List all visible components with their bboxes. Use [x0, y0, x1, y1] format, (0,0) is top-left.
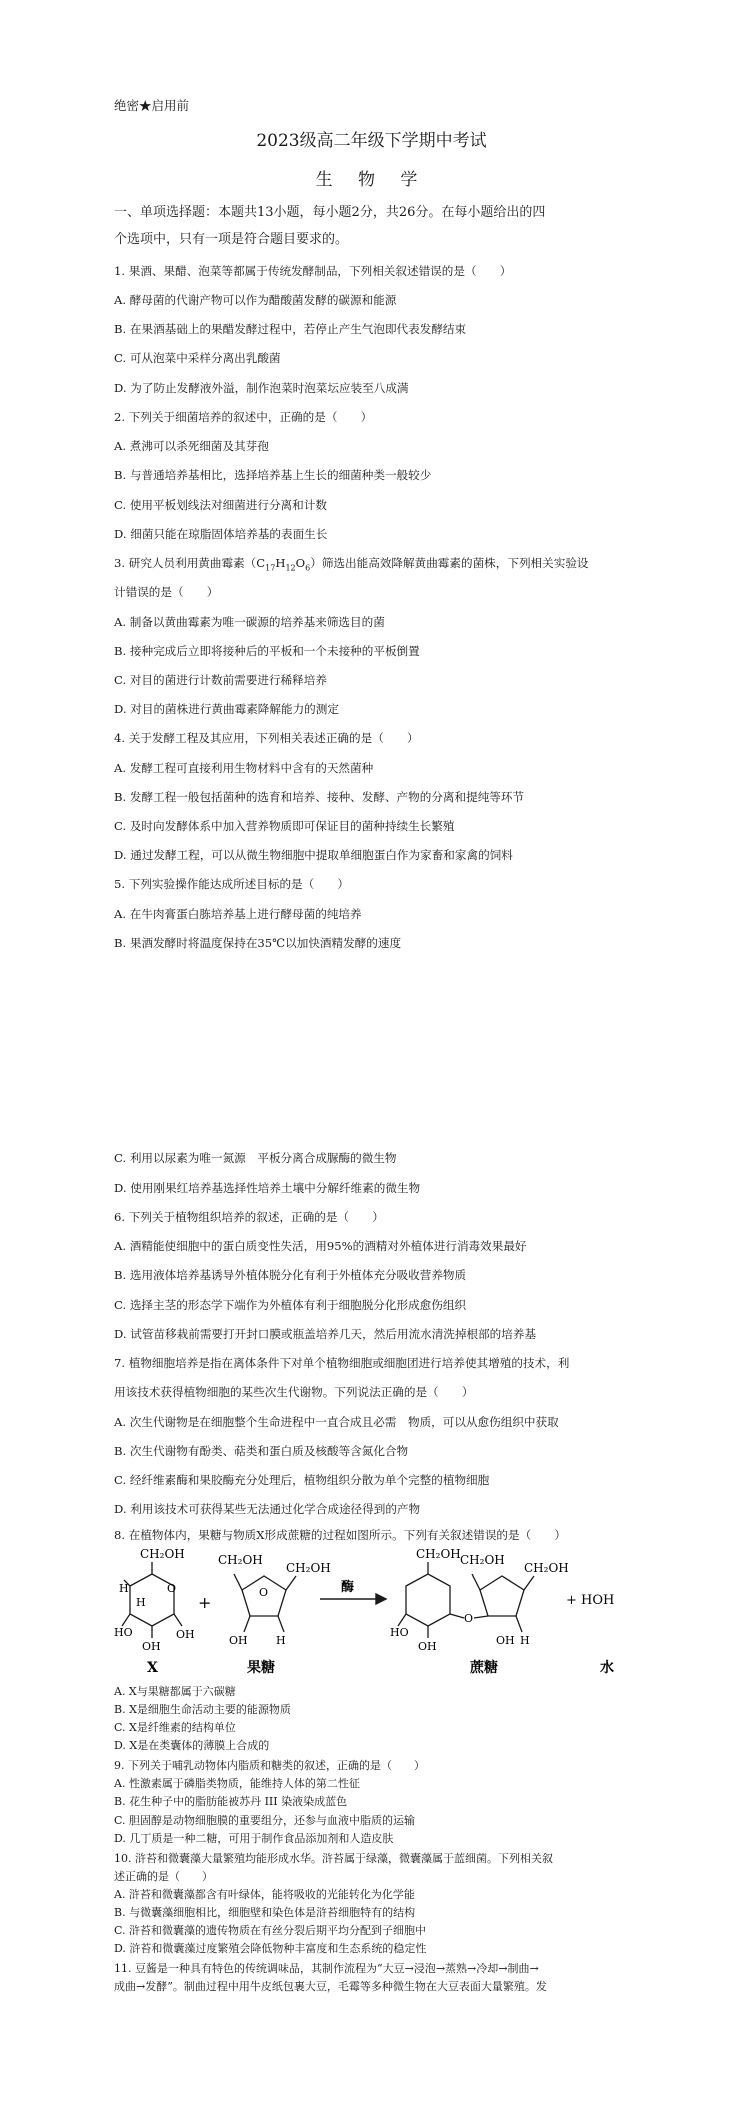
question-6-option-d: D. 试管苗移栽前需要打开封口膜或瓶盖培养几天，然后用流水清洗掉根部的培养基 [114, 1327, 537, 1341]
question-7-option-d: D. 利用该技术可获得某些无法通过化学合成途径得到的产物 [114, 1502, 421, 1516]
sucrose-h: H [520, 1634, 530, 1647]
plus-sign: + [198, 1593, 212, 1612]
question-7-option-a: A. 次生代谢物是在细胞整个生命进程中一直合成且必需 物质，可以从愈伤组织中获取 [114, 1415, 559, 1429]
question-4-option-d: D. 通过发酵工程，可以从微生物细胞中提取单细胞蛋白作为家畜和家禽的饲料 [114, 848, 513, 862]
question-7-stem-cont: 用该技术获得植物细胞的某些次生代谢物。下列说法正确的是（ ） [114, 1385, 474, 1399]
x-h-2: H [136, 1596, 146, 1609]
sucrose-ch2oh-3: CH₂OH [524, 1561, 569, 1575]
section-heading-line2: 个选项中，只有一项是符合题目要求的。 [114, 232, 349, 247]
question-7-option-c: C. 经纤维素酶和果胶酶充分处理后，植物组织分散为单个完整的植物细胞 [114, 1473, 490, 1487]
fructose-ring [234, 1574, 296, 1632]
question-8-option-d: D. X是在类囊体的薄膜上合成的 [114, 1739, 270, 1752]
question-7-stem: 7. 植物细胞培养是指在离体条件下对单个植物细胞或细胞团进行培养使其增殖的技术，利 [114, 1356, 570, 1370]
section-heading-line1: 一、单项选择题：本题共13小题，每小题2分，共26分。在每小题给出的四 [114, 205, 546, 220]
water-formula: + HOH [566, 1593, 615, 1608]
question-2-option-a: A. 煮沸可以杀死细菌及其芽孢 [114, 439, 269, 453]
question-6-stem: 6. 下列关于植物组织培养的叙述，正确的是（ ） [114, 1210, 384, 1224]
question-4-option-c: C. 及时向发酵体系中加入营养物质即可保证目的菌种持续生长繁殖 [114, 819, 455, 833]
x-oh-1: OH [142, 1640, 161, 1653]
fructose-oh-1: OH [229, 1634, 248, 1647]
question-10-stem: 10. 浒苔和微囊藻大量繁殖均能形成水华。浒苔属于绿藻，微囊藻属于蓝细菌。下列相关叙 [114, 1852, 553, 1865]
question-1-option-b: B. 在果酒基础上的果醋发酵过程中，若停止产生气泡即代表发酵结束 [114, 322, 467, 336]
question-4-stem: 4. 关于发酵工程及其应用，下列相关表述正确的是（ ） [114, 731, 419, 745]
question-3-option-c: C. 对目的菌进行计数前需要进行稀释培养 [114, 673, 327, 687]
question-6-option-b: B. 选用液体培养基诱导外植体脱分化有利于外植体充分吸收营养物质 [114, 1268, 467, 1282]
question-1-stem: 1. 果酒、果醋、泡菜等都属于传统发酵制品，下列相关叙述错误的是（ ） [114, 264, 512, 278]
question-5-stem: 5. 下列实验操作能达成所述目标的是（ ） [114, 877, 350, 891]
question-11-stem-cont: 成曲→发酵”。制曲过程中用牛皮纸包裹大豆，毛霉等多种微生物在大豆表面大量繁殖。发 [114, 1980, 547, 1993]
question-10-option-b: B. 与微囊藻细胞相比，细胞壁和染色体是浒苔细胞特有的结构 [114, 1906, 416, 1919]
glycosidic-oxygen: O [464, 1612, 474, 1625]
question-2-stem: 2. 下列关于细菌培养的叙述中，正确的是（ ） [114, 410, 373, 424]
question-3-option-b: B. 接种完成后立即将接种后的平板和一个未接种的平板倒置 [114, 644, 420, 658]
question-9-option-a: A. 性激素属于磷脂类物质，能维持人体的第二性征 [114, 1777, 360, 1790]
question-1-option-d: D. 为了防止发酵液外溢，制作泡菜时泡菜坛应装至八成满 [114, 381, 409, 395]
question-9-option-d: D. 几丁质是一种二糖，可用于制作食品添加剂和人造皮肤 [114, 1832, 394, 1845]
question-5-option-b: B. 果酒发酵时将温度保持在35℃以加快酒精发酵的速度 [114, 936, 402, 950]
question-10-option-a: A. 浒苔和微囊藻都含有叶绿体，能将吸收的光能转化为化学能 [114, 1888, 415, 1901]
sucrose-synthesis-diagram [114, 1544, 634, 1678]
label-water: 水 [600, 1660, 614, 1676]
question-2-option-b: B. 与普通培养基相比，选择培养基上生长的细菌种类一般较少 [114, 468, 432, 482]
x-ring-oxygen: O [167, 1582, 177, 1595]
subject-title: 生 物 学 [315, 170, 428, 190]
x-oh-2: OH [176, 1628, 195, 1641]
fructose-ring-oxygen: O [259, 1586, 269, 1599]
question-8-option-a: A. X与果糖都属于六碳糖 [114, 1685, 236, 1698]
question-9-option-b: B. 花生种子中的脂肪能被苏丹 III 染液染成蓝色 [114, 1795, 348, 1808]
fructose-h: H [276, 1634, 286, 1647]
fructose-ch2oh-2: CH₂OH [286, 1561, 331, 1575]
question-1-option-c: C. 可从泡菜中采样分离出乳酸菌 [114, 351, 281, 365]
enzyme-label: 酶 [341, 1580, 355, 1595]
sucrose-oh-1: OH [418, 1640, 437, 1653]
question-10-stem-cont: 述正确的是（ ） [114, 1870, 213, 1883]
question-2-option-d: D. 细菌只能在琼脂固体培养基的表面生长 [114, 527, 328, 541]
question-10-option-d: D. 浒苔和微囊藻过度繁殖会降低物种丰富度和生态系统的稳定性 [114, 1942, 427, 1955]
question-3-option-d: D. 对目的菌株进行黄曲霉素降解能力的测定 [114, 702, 339, 716]
sucrose-ch2oh-2: CH₂OH [460, 1553, 505, 1567]
question-4-option-b: B. 发酵工程一般包括菌种的选育和培养、接种、发酵、产物的分离和提纯等环节 [114, 790, 525, 804]
fructose-ch2oh-1: CH₂OH [218, 1553, 263, 1567]
confidential-mark: 绝密★启用前 [114, 98, 190, 113]
question-8-stem: 8. 在植物体内，果糖与物质X形成蔗糖的过程如图所示。下列有关叙述错误的是（ ） [114, 1528, 566, 1542]
sucrose-ch2oh-1: CH₂OH [416, 1547, 461, 1561]
question-3-option-a: A. 制备以黄曲霉素为唯一碳源的培养基来筛选目的菌 [114, 615, 385, 629]
sucrose-ho: HO [390, 1626, 409, 1639]
question-8-option-c: C. X是纤维素的结构单位 [114, 1721, 236, 1734]
question-5-option-d: D. 使用刚果红培养基选择性培养土壤中分解纤维素的微生物 [114, 1181, 421, 1195]
question-9-option-c: C. 胆固醇是动物细胞膜的重要组分，还参与血液中脂质的运输 [114, 1814, 416, 1827]
question-3-stem: 3. 研究人员利用黄曲霉素$(C_{17}H_{12}O_6)$筛选出能高效降解黄曲霉素的菌株，下列相关实验设 [114, 556, 589, 573]
x-ho: HO [114, 1626, 133, 1639]
x-h-1: H [119, 1582, 129, 1595]
sucrose-fructose-ring [472, 1574, 534, 1632]
question-7-option-b: B. 次生代谢物有酚类、萜类和蛋白质及核酸等含氮化合物 [114, 1444, 409, 1458]
label-sucrose: 蔗糖 [470, 1660, 498, 1676]
question-5-option-c: C. 利用以尿素为唯一氮源 平板分离合成脲酶的微生物 [114, 1151, 397, 1165]
question-1-option-a: A. 酵母菌的代谢产物可以作为醋酸菌发酵的碳源和能源 [114, 293, 397, 307]
label-x: X [147, 1660, 158, 1676]
x-ch2oh-label: CH₂OH [140, 1547, 185, 1561]
question-6-option-c: C. 选择主茎的形态学下端作为外植体有利于细胞脱分化形成愈伤组织 [114, 1298, 467, 1312]
question-6-option-a: A. 酒精能使细胞中的蛋白质变性失活，用95%的酒精对外植体进行消毒效果最好 [114, 1239, 527, 1253]
question-10-option-c: C. 浒苔和微囊藻的遗传物质在有丝分裂后期平均分配到子细胞中 [114, 1924, 427, 1937]
question-3-stem-cont: 计错误的是（ ） [114, 585, 219, 599]
question-2-option-c: C. 使用平板划线法对细菌进行分离和计数 [114, 498, 327, 512]
exam-title: 2023级高二年级下学期中考试 [256, 131, 487, 151]
question-5-option-a: A. 在牛肉膏蛋白胨培养基上进行酵母菌的纯培养 [114, 907, 362, 921]
label-fructose: 果糖 [247, 1660, 275, 1676]
question-8-option-b: B. X是细胞生命活动主要的能源物质 [114, 1703, 291, 1716]
question-11-stem: 11. 豆酱是一种具有特色的传统调味品，其制作流程为“大豆→浸泡→蒸熟→冷却→制曲→ [114, 1962, 539, 1975]
sucrose-oh-2: OH [496, 1634, 515, 1647]
reaction-arrow [320, 1594, 386, 1604]
question-9-stem: 9. 下列关于哺乳动物体内脂质和糖类的叙述，正确的是（ ） [114, 1759, 425, 1772]
question-4-option-a: A. 发酵工程可直接利用生物材料中含有的天然菌种 [114, 761, 374, 775]
